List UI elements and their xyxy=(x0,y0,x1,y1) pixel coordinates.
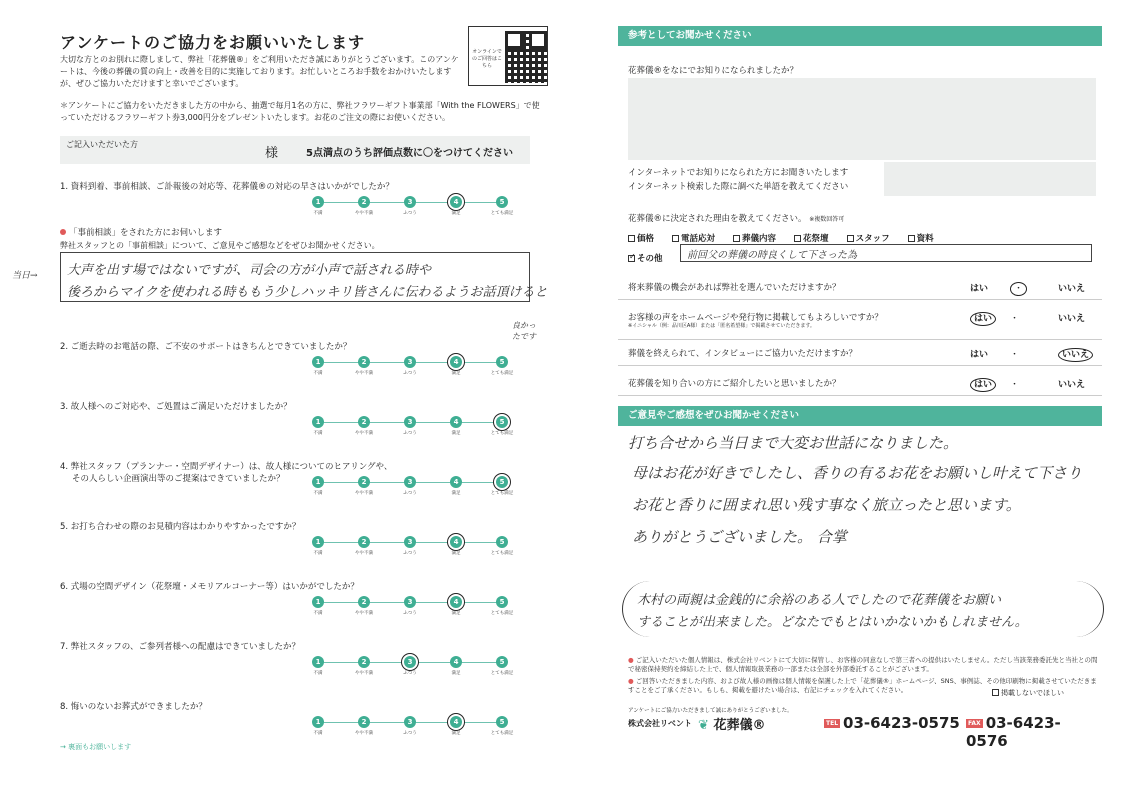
rating-label: やや不満 xyxy=(355,211,373,216)
reason-option[interactable] xyxy=(847,234,890,244)
rating-option-3[interactable]: 3 xyxy=(404,476,416,488)
reason-label: 葬儀内容 xyxy=(742,234,777,244)
checkbox-icon[interactable] xyxy=(992,689,999,696)
question-text-cont: その人らしい企画演出等のご提案はできていましたか？ xyxy=(72,474,285,484)
survey-front-page xyxy=(12,20,548,790)
other-label: その他 xyxy=(637,254,663,264)
rating-option-4[interactable]: 4 xyxy=(450,656,462,668)
feedback-line: 母はお花が好きでしたし、香りの有るお花をお願いし叶えて下さり xyxy=(632,464,1083,482)
rating-option-2[interactable]: 2 xyxy=(358,416,370,428)
qr-label: オンラインでのご回答はこちら xyxy=(472,49,503,69)
rating-label: とても満足 xyxy=(490,551,514,556)
thanks-note: アンケートにご協力いただきまして誠にありがとうございました。 xyxy=(628,708,793,714)
question-text: 1. 資料到着、事前相談、ご訃報後の対応等、花葬儀®の対応の早さはいかがでしたか？ xyxy=(60,182,394,192)
question-how-known: 花葬儀®をなにでお知りになられましたか？ xyxy=(628,66,799,76)
rating-label: 不満 xyxy=(313,551,323,556)
page-title: アンケートのご協力をお願いいたします xyxy=(60,33,366,52)
checkbox-icon[interactable] xyxy=(794,235,801,242)
rating-option-3[interactable]: 3 xyxy=(404,656,416,668)
reason-option[interactable] xyxy=(794,234,829,244)
rating-option-2[interactable]: 2 xyxy=(358,196,370,208)
feedback-line: 打ち合せから当日まで大変お世話になりました。 xyxy=(628,434,959,452)
yes-no-row xyxy=(618,276,1102,300)
question-text: 7. 弊社スタッフの、ご参列者様への配慮はできていましたか？ xyxy=(60,642,300,652)
rating-option-4[interactable]: 4 xyxy=(450,536,462,548)
reason-other[interactable] xyxy=(628,252,663,264)
reason-label: 電話応対 xyxy=(681,234,716,244)
rating-option-2[interactable]: 2 xyxy=(358,356,370,368)
reason-label: 資料 xyxy=(916,234,934,244)
reason-option[interactable] xyxy=(628,234,654,244)
question-text: 5. お打ち合わせの際のお見積内容はわかりやすかったですか？ xyxy=(60,522,301,532)
section-header-feedback: ご意見やご感想をぜひお聞かせください xyxy=(618,406,1102,426)
rating-scale xyxy=(312,536,512,560)
brand-name: 花葬儀® xyxy=(713,718,766,733)
answer-no[interactable]: いいえ xyxy=(1058,347,1093,360)
margin-note-2: 良かったです xyxy=(512,321,536,341)
tel-tag: TEL xyxy=(826,720,839,727)
rating-label: やや不満 xyxy=(355,431,373,436)
fax-number xyxy=(966,714,1102,750)
rating-label: ふつう xyxy=(403,551,417,556)
yes-no-row xyxy=(618,372,1102,396)
yes-no-row xyxy=(618,306,1102,340)
rating-scale xyxy=(312,416,512,440)
rating-label: とても満足 xyxy=(490,731,514,736)
other-reason-handwriting: 前回父の葬儀の時良くして下さった為 xyxy=(687,250,857,261)
reason-note: ※複数回答可 xyxy=(809,216,845,223)
answer-sep[interactable]: ・ xyxy=(1010,350,1020,360)
rating-option-1[interactable]: 1 xyxy=(312,656,324,668)
rating-option-4[interactable]: 4 xyxy=(450,476,462,488)
rating-option-3[interactable]: 3 xyxy=(404,416,416,428)
rating-option-3[interactable]: 3 xyxy=(404,536,416,548)
rating-option-5[interactable]: 5 xyxy=(496,656,508,668)
rating-instruction: 5点満点のうち評価点数に〇をつけてください xyxy=(306,148,513,159)
reason-option[interactable] xyxy=(672,234,715,244)
rating-option-5[interactable]: 5 xyxy=(496,476,508,488)
answer-sep[interactable]: ・ xyxy=(1010,380,1020,390)
rating-label: 不満 xyxy=(313,611,323,616)
rating-label: 不満 xyxy=(313,431,323,436)
rating-scale xyxy=(312,356,512,380)
question-reason-text: 花葬儀®に決定された理由を教えてください。 xyxy=(628,214,807,224)
checkbox-icon[interactable] xyxy=(672,235,679,242)
rating-option-2[interactable]: 2 xyxy=(358,536,370,548)
rating-label: ふつう xyxy=(403,431,417,436)
rating-label: 満足 xyxy=(451,211,461,216)
rating-label: 満足 xyxy=(451,551,461,556)
rating-label: ふつう xyxy=(403,491,417,496)
privacy-notice: ● ご記入いただいた個人情報は、株式会社リベントにて大切に保管し、お客様の同意なしで第三者への提供はいたしません。ただし当該業務委託先と当社との間で秘密保持契約を締結した上で、個人情報取扱業務の一部または全部を外部委託することがございます。 ● ご回答いただきました内容、および故人様の画像は個人情報を保護した上で「花葬儀®」ホームページ、SNS、事例誌、その他印刷物に掲載させていただきますことをご了承ください。もしも、掲載を避けたい場合は、右記にチェックを入れてください。 xyxy=(628,656,1098,694)
privacy-text-1: ご記入いただいた個人情報は、株式会社リベントにて大切に保管し、お客様の同意なしで第三者への提供はいたしません。ただし当該業務委託先と当社との間で秘密保持契約を締結した上で、個人情報取扱業務の一部または全部を外部委託することがございます。 xyxy=(628,656,1098,673)
question-text: 8. 悔いのないお葬式ができましたか？ xyxy=(60,702,207,712)
qr-code-box[interactable] xyxy=(468,26,548,86)
consult-comment-box[interactable] xyxy=(60,252,548,302)
checkbox-checked-icon[interactable] xyxy=(628,255,635,262)
rating-option-2[interactable]: 2 xyxy=(358,716,370,728)
rating-option-5[interactable]: 5 xyxy=(496,416,508,428)
section-header-reference: 参考としてお聞かせください xyxy=(618,26,1102,46)
yes-no-question: 葬儀を終えられて、インタビューにご協力いただけますか？ xyxy=(628,349,857,359)
yes-no-row xyxy=(618,342,1102,366)
rating-option-5[interactable]: 5 xyxy=(496,596,508,608)
rating-option-1[interactable]: 1 xyxy=(312,196,324,208)
rating-option-4[interactable]: 4 xyxy=(450,196,462,208)
rating-option-3[interactable]: 3 xyxy=(404,716,416,728)
rating-option-2[interactable]: 2 xyxy=(358,596,370,608)
consult-title xyxy=(60,226,222,238)
back-page-note: → 裏面もお願いします xyxy=(60,743,132,751)
reason-options xyxy=(628,232,952,244)
rating-option-4[interactable]: 4 xyxy=(450,356,462,368)
rating-label: 満足 xyxy=(451,731,461,736)
rating-label: 不満 xyxy=(313,671,323,676)
answer-yes[interactable]: はい xyxy=(970,377,996,390)
rating-label: とても満足 xyxy=(490,431,514,436)
rating-label: ふつう xyxy=(403,731,417,736)
checkbox-icon[interactable] xyxy=(908,235,915,242)
rating-label: やや不満 xyxy=(355,551,373,556)
rating-label: とても満足 xyxy=(490,211,514,216)
rating-label: とても満足 xyxy=(490,491,514,496)
consult-desc: 弊社スタッフとの「事前相談」について、ご意見やご感想などをぜひお聞かせください。 xyxy=(60,241,380,250)
company-name: 株式会社リベント xyxy=(628,719,692,728)
rating-option-2[interactable]: 2 xyxy=(358,476,370,488)
answer-sep[interactable]: ・ xyxy=(1010,314,1020,324)
feedback-line: ありがとうございました。 合掌 xyxy=(632,528,847,546)
rating-option-1[interactable]: 1 xyxy=(312,536,324,548)
consult-title-text: 「事前相談」をされた方にお伺いします xyxy=(69,228,223,238)
rating-label: 満足 xyxy=(451,371,461,376)
rating-label: 不満 xyxy=(313,491,323,496)
reason-label: スタッフ xyxy=(855,234,890,244)
rating-option-5[interactable]: 5 xyxy=(496,196,508,208)
question-internet-1: インターネットでお知りになられた方にお聞きいたします xyxy=(628,168,849,178)
rating-label: ふつう xyxy=(403,371,417,376)
rating-option-4[interactable]: 4 xyxy=(450,716,462,728)
rating-label: 不満 xyxy=(313,731,323,736)
other-reason-box[interactable] xyxy=(680,244,1092,262)
question-text: 2. ご逝去時のお電話の際、ご不安のサポートはきちんとできていましたか？ xyxy=(60,342,352,352)
rating-option-1[interactable]: 1 xyxy=(312,356,324,368)
answer-no[interactable]: いいえ xyxy=(1058,314,1086,324)
rating-label: 満足 xyxy=(451,611,461,616)
rating-label: やや不満 xyxy=(355,611,373,616)
rating-option-5[interactable]: 5 xyxy=(496,536,508,548)
question-reason xyxy=(628,212,844,224)
margin-note: 当日→ xyxy=(12,271,38,281)
name-field[interactable] xyxy=(60,136,530,164)
how-known-answer-box[interactable] xyxy=(628,78,1096,160)
rating-label: 満足 xyxy=(451,491,461,496)
fax-tag: FAX xyxy=(968,720,981,727)
rating-option-1[interactable]: 1 xyxy=(312,416,324,428)
reason-option[interactable] xyxy=(908,234,934,244)
checkbox-icon[interactable] xyxy=(628,235,635,242)
rating-label: 満足 xyxy=(451,671,461,676)
answer-sep[interactable]: ・ xyxy=(1010,281,1027,294)
consult-handwriting-line: 後ろからマイクを使われる時ももう少しハッキリ皆さんに伝わるようお話頂けると xyxy=(67,285,548,300)
answer-no[interactable]: いいえ xyxy=(1058,380,1086,390)
intro-text: 大切な方とのお別れに際しまして、弊社「花葬儀®」をご利用いただき誠にありがとうございます。このアンケートは、今後の葬儀の質の向上・改善を目的に実施しております。お忙しいところお手数をおかけいたしますが、ぜひご協力いただけますと幸いでございます。 xyxy=(60,55,459,88)
fax-value: 03-6423-0576 xyxy=(966,714,1061,750)
answer-yes[interactable]: はい xyxy=(970,284,989,294)
rating-label: 不満 xyxy=(313,211,323,216)
rating-label: やや不満 xyxy=(355,731,373,736)
question-text: 3. 故人様へのご対応や、ご処置はご満足いただけましたか？ xyxy=(60,402,292,412)
tel-number[interactable] xyxy=(824,714,960,732)
question-internet-2: インターネット検索した際に調べた単語を教えてください xyxy=(628,182,849,192)
rating-label: やや不満 xyxy=(355,371,373,376)
survey-back-page xyxy=(618,26,1102,786)
reason-option[interactable] xyxy=(733,234,776,244)
yes-no-question: 将来葬儀の機会があれば弊社を選んでいただけますか？ xyxy=(628,283,841,293)
rating-label: 不満 xyxy=(313,371,323,376)
rating-option-3[interactable]: 3 xyxy=(404,356,416,368)
rating-label: 満足 xyxy=(451,431,461,436)
tel-value: 03-6423-0575 xyxy=(843,714,960,732)
rating-scale xyxy=(312,656,512,680)
consult-handwriting-line: 大声を出す場ではないですが、司会の方が小声で話される時や xyxy=(67,263,432,278)
rating-label: ふつう xyxy=(403,611,417,616)
rating-label: ふつう xyxy=(403,211,417,216)
search-keyword-box[interactable] xyxy=(884,162,1096,196)
rating-option-1[interactable]: 1 xyxy=(312,716,324,728)
rating-scale xyxy=(312,596,512,620)
leaf-icon: ❦ xyxy=(698,718,709,733)
yes-no-note: ※イニシャル（例：品川区A様）または「匿名希望様」で掲載させていただきます。 xyxy=(628,323,815,329)
campaign-text: ＊アンケートにご協力をいただきました方の中から、抽選で毎月1名の方に、弊社フラワーギフト事業部「With the FLOWERS」で使っていただけるフラワーギフト券3,000円分をプレゼントいたします。お花のご注文の際にお使いください。 xyxy=(60,101,540,122)
rating-scale xyxy=(312,476,512,500)
reason-label: 価格 xyxy=(637,234,655,244)
rating-scale xyxy=(312,716,512,740)
answer-yes[interactable]: はい xyxy=(970,350,989,360)
parenthetical-line: することが出来ました。どなたでもとはいかないかもしれません。 xyxy=(637,615,1028,630)
rating-scale xyxy=(312,196,512,220)
sama-label: 様 xyxy=(265,146,279,161)
answer-no[interactable]: いいえ xyxy=(1058,284,1086,294)
rating-label: とても満足 xyxy=(490,671,514,676)
rating-label: とても満足 xyxy=(490,371,514,376)
bullet-icon xyxy=(60,229,66,235)
answer-yes[interactable]: はい xyxy=(970,311,996,324)
feedback-parenthetical xyxy=(622,581,1104,637)
checkbox-icon[interactable] xyxy=(847,235,854,242)
brand-logo xyxy=(698,714,765,733)
rating-label: やや不満 xyxy=(355,491,373,496)
rating-option-3[interactable]: 3 xyxy=(404,196,416,208)
question-text: 6. 式場の空間デザイン（花祭壇・メモリアルコーナー等）はいかがでしたか？ xyxy=(60,582,359,592)
privacy-text-2: ご回答いただきました内容、および故人様の画像は個人情報を保護した上で「花葬儀®」ホームページ、SNS、事例誌、その他印刷物に掲載させていただきますことをご了承ください。もしも、掲載を避けたい場合は、右記にチェックを入れてください。 xyxy=(628,677,1097,694)
question-text: 4. 弊社スタッフ（プランナー・空間デザイナー）は、故人様についてのヒアリングや、 xyxy=(60,462,393,472)
name-label: ご記入いただいた方 xyxy=(66,140,138,149)
rating-option-5[interactable]: 5 xyxy=(496,356,508,368)
rating-option-2[interactable]: 2 xyxy=(358,656,370,668)
no-publish-label: 掲載しないでほしい xyxy=(1001,689,1064,697)
rating-option-3[interactable]: 3 xyxy=(404,596,416,608)
rating-label: ふつう xyxy=(403,671,417,676)
rating-option-4[interactable]: 4 xyxy=(450,416,462,428)
yes-no-question: お客様の声をホームページや発行物に掲載してもよろしいですか？ xyxy=(628,313,883,323)
rating-option-1[interactable]: 1 xyxy=(312,476,324,488)
yes-no-question: 花葬儀を知り合いの方にご紹介したいと思いましたか？ xyxy=(628,379,841,389)
parenthetical-line: 木村の両親は金銭的に余裕のある人でしたので花葬儀をお願い xyxy=(637,593,1002,608)
no-publish-option[interactable] xyxy=(992,688,1064,698)
rating-label: とても満足 xyxy=(490,611,514,616)
rating-label: やや不満 xyxy=(355,671,373,676)
feedback-line: お花と香りに囲まれ思い残す事なく旅立ったと思います。 xyxy=(632,496,1021,514)
rating-option-4[interactable]: 4 xyxy=(450,596,462,608)
rating-option-1[interactable]: 1 xyxy=(312,596,324,608)
qr-code-icon xyxy=(505,31,547,83)
checkbox-icon[interactable] xyxy=(733,235,740,242)
rating-option-5[interactable]: 5 xyxy=(496,716,508,728)
reason-label: 花祭壇 xyxy=(803,234,829,244)
